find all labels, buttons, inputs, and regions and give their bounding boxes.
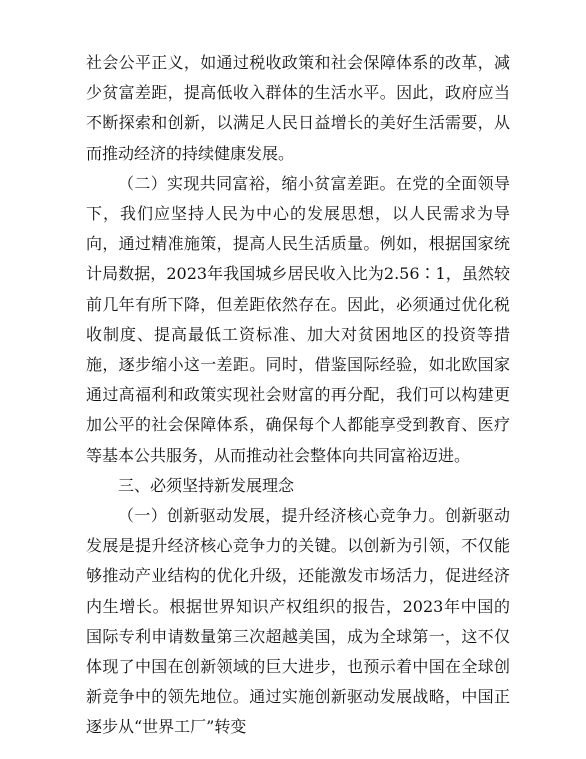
section-heading: 三、必须坚持新发展理念 bbox=[118, 475, 295, 495]
paragraph-innovation: （一）创新驱动发展，提升经济核心竞争力。创新驱动发展是提升经济核心竞争力的关键。以创新为引领，不仅能够推动产业结构的优化升级，还能激发市场活力，促进经济内生增长。根据世界知识产权组织的报告，2023年中国的国际专利申请数量第三次超越美国，成为全球第一，这不仅体现了中国在创新领域的巨大进步，也预示着中国在全球创新竞争中的领先地位。通过实施创新驱动发展战略，中国正逐步从“世界工厂”转变 bbox=[86, 506, 510, 737]
document-page bbox=[86, 48, 510, 743]
paragraph-common-prosperity: （二）实现共同富裕，缩小贫富差距。在党的全面领导下，我们应坚持人民为中心的发展思想，以人民需求为导向，通过精准施策，提高人民生活质量。例如，根据国家统计局数据，2023年我国城乡居民收入比为2.56∶1，虽然较前几年有所下降，但差距依然存在。因此，必须通过优化税收制度、提高最低工资标准、加大对贫困地区的投资等措施，逐步缩小这一差距。同时，借鉴国际经验，如北欧国家通过高福利和政策实现社会财富的再分配，我们可以构建更加公平的社会保障体系，确保每个人都能享受到教育、医疗等基本公共服务，从而推动社会整体向共同富裕迈进。 bbox=[86, 173, 510, 465]
paragraph-continued: 社会公平正义，如通过税收政策和社会保障体系的改革，减少贫富差距，提高低收入群体的生活水平。因此，政府应当不断探索和创新，以满足人民日益增长的美好生活需要，从而推动经济的持续健康发展。 bbox=[86, 53, 510, 163]
